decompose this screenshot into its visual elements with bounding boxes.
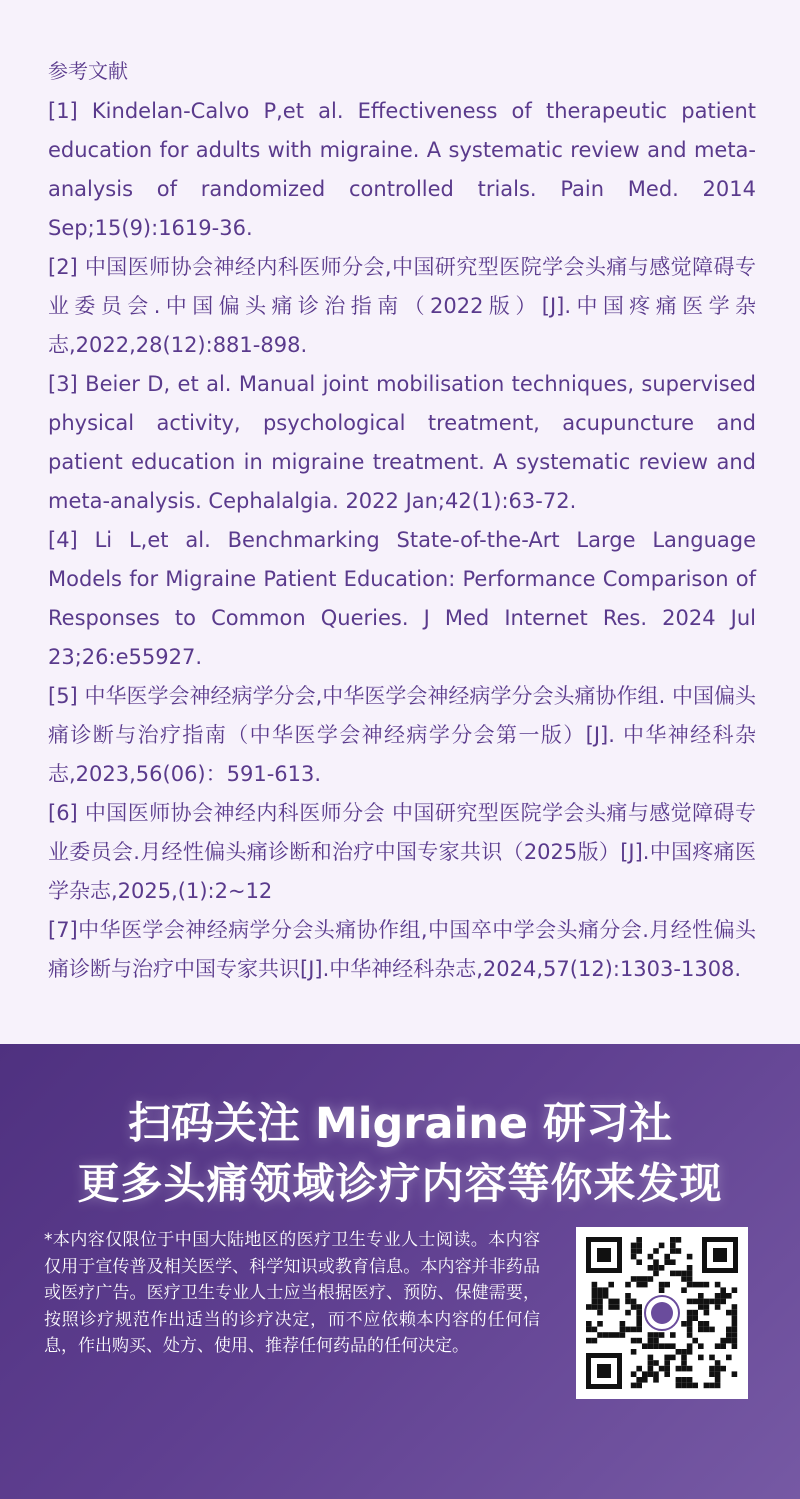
promo-banner <box>0 1044 800 1499</box>
qr-module <box>648 1254 654 1260</box>
qr-module <box>681 1271 687 1277</box>
qr-module <box>720 1299 726 1305</box>
qr-module <box>692 1299 698 1305</box>
qr-module <box>664 1254 670 1260</box>
qr-module <box>692 1282 698 1288</box>
qr-module <box>597 1299 603 1305</box>
qr-module <box>709 1355 715 1361</box>
qr-module <box>659 1332 665 1338</box>
qr-code-graphic <box>586 1237 738 1389</box>
qr-module <box>625 1310 631 1316</box>
qr-module <box>642 1276 648 1282</box>
qr-module <box>648 1366 654 1372</box>
qr-module <box>726 1338 732 1344</box>
qr-module <box>625 1299 631 1305</box>
qr-module <box>726 1310 732 1316</box>
qr-module <box>681 1355 687 1361</box>
qr-module <box>676 1366 682 1372</box>
qr-module <box>664 1371 670 1377</box>
qr-module <box>687 1349 693 1355</box>
qr-module <box>687 1343 693 1349</box>
qr-module <box>592 1338 598 1344</box>
qr-module <box>592 1287 598 1293</box>
qr-module <box>648 1343 654 1349</box>
qr-module <box>586 1321 592 1327</box>
qr-module <box>704 1327 710 1333</box>
qr-module <box>653 1377 659 1383</box>
qr-module <box>625 1293 631 1299</box>
qr-module <box>597 1293 603 1299</box>
qr-module <box>726 1327 732 1333</box>
qr-module <box>608 1304 614 1310</box>
qr-module <box>704 1321 710 1327</box>
qr-module <box>648 1276 654 1282</box>
qr-module <box>603 1287 609 1293</box>
qr-module <box>614 1332 620 1338</box>
qr-module <box>715 1377 721 1383</box>
qr-module <box>625 1327 631 1333</box>
qr-module <box>670 1259 676 1265</box>
qr-module <box>636 1282 642 1288</box>
qr-module <box>715 1293 721 1299</box>
qr-module <box>614 1299 620 1305</box>
qr-module <box>592 1293 598 1299</box>
qr-module <box>698 1299 704 1305</box>
qr-module <box>653 1248 659 1254</box>
qr-module <box>676 1349 682 1355</box>
qr-module <box>642 1282 648 1288</box>
qr-module <box>670 1243 676 1249</box>
qr-module <box>676 1383 682 1389</box>
qr-module <box>653 1360 659 1366</box>
qr-module <box>636 1276 642 1282</box>
qr-module <box>592 1299 598 1305</box>
reference-item-1: [1] Kindelan-Calvo P,et al. Effectiveness of therapeutic patient education for adults with migraine. A systematic review and meta-analysis of randomized controlled trials. Pain Med. 2014 Sep;15(9):1619-36. <box>48 99 756 240</box>
qr-module <box>648 1371 654 1377</box>
qr-module <box>642 1377 648 1383</box>
reference-item-6: [6] 中国医师协会神经内科医师分会 中国研究型医院学会头痛与感觉障碍专业委员会.月经性偏头痛诊断和治疗中国专家共识（2025版）[J].中国疼痛医学杂志,2025,(1):2~12 <box>48 801 756 903</box>
qr-module <box>631 1327 637 1333</box>
reference-item-3: [3] Beier D, et al. Manual joint mobilisation techniques, supervised physical activity, psychological treatment, acupuncture and patient education in migraine treatment. A systematic review and meta-analysis. Cephalalgia. 2022 Jan;42(1):63-72. <box>48 372 756 513</box>
qr-module <box>709 1366 715 1372</box>
qr-module <box>698 1293 704 1299</box>
qr-module <box>698 1321 704 1327</box>
qr-module <box>636 1321 642 1327</box>
qr-module <box>715 1383 721 1389</box>
qr-module <box>709 1327 715 1333</box>
reference-item-2: [2] 中国医师协会神经内科医师分会,中国研究型医院学会头痛与感觉障碍专业委员会.中国偏头痛诊治指南（2022版）[J].中国疼痛医学杂志,2022,28(12):881-898. <box>48 255 756 357</box>
qr-module <box>709 1383 715 1389</box>
references-heading: 参考文献 <box>48 59 128 83</box>
qr-module <box>687 1310 693 1316</box>
qr-module <box>648 1332 654 1338</box>
qr-module <box>732 1371 738 1377</box>
qr-module <box>631 1276 637 1282</box>
qr-module <box>648 1338 654 1344</box>
qr-module <box>659 1343 665 1349</box>
qr-module <box>676 1237 682 1243</box>
qr-module <box>687 1321 693 1327</box>
references-list <box>48 92 756 989</box>
qr-module <box>732 1327 738 1333</box>
qr-module <box>664 1259 670 1265</box>
qr-module <box>636 1383 642 1389</box>
qr-module <box>726 1293 732 1299</box>
qr-module <box>704 1310 710 1316</box>
qr-module <box>670 1332 676 1338</box>
qr-module <box>653 1371 659 1377</box>
qr-module <box>698 1304 704 1310</box>
qr-module <box>597 1332 603 1338</box>
qr-module <box>704 1282 710 1288</box>
qr-module <box>653 1343 659 1349</box>
qr-module <box>597 1304 603 1310</box>
qr-module <box>732 1332 738 1338</box>
qr-module <box>681 1349 687 1355</box>
qr-module <box>715 1371 721 1377</box>
qr-module <box>608 1299 614 1305</box>
qr-module <box>614 1304 620 1310</box>
qr-module <box>681 1377 687 1383</box>
qr-module <box>659 1366 665 1372</box>
qr-module <box>732 1287 738 1293</box>
qr-module <box>676 1271 682 1277</box>
qr-module <box>603 1332 609 1338</box>
qr-module <box>720 1343 726 1349</box>
qr-module <box>732 1338 738 1344</box>
qr-module <box>664 1366 670 1372</box>
qr-module <box>670 1343 676 1349</box>
qr-module <box>715 1282 721 1288</box>
qr-module <box>732 1310 738 1316</box>
qr-module <box>653 1265 659 1271</box>
qr-module <box>704 1304 710 1310</box>
qr-module <box>597 1287 603 1293</box>
qr-module <box>681 1383 687 1389</box>
qr-module <box>631 1338 637 1344</box>
reference-item-4: [4] Li L,et al. Benchmarking State-of-the-Art Large Language Models for Migraine Patient Education: Performance Comparison of Responses to Common Queries. J Med Internet Res. 2024 Jul 23;26:e55927. <box>48 528 756 669</box>
qr-module <box>709 1371 715 1377</box>
qr-module <box>659 1265 665 1271</box>
qr-module <box>687 1265 693 1271</box>
qr-module <box>608 1282 614 1288</box>
qr-module <box>625 1282 631 1288</box>
disclaimer-text: *本内容仅限位于中国大陆地区的医疗卫生专业人士阅读。本内容仅用于宣传普及相关医学、科学知识或教育信息。本内容并非药品或医疗广告。医疗卫生专业人士应当根据医疗、预防、保健需要，按照诊疗规范作出适当的诊疗决定，而不应依赖本内容的任何信息，作出购买、处方、使用、推荐任何药品的任何决定。 <box>44 1230 540 1356</box>
qr-module <box>636 1304 642 1310</box>
qr-module <box>608 1332 614 1338</box>
qr-module <box>636 1248 642 1254</box>
qr-module <box>681 1321 687 1327</box>
qr-module <box>631 1304 637 1310</box>
qr-code-icon[interactable] <box>576 1227 748 1399</box>
qr-module <box>676 1377 682 1383</box>
qr-module <box>726 1332 732 1338</box>
promo-subheadline: 更多头痛领域诊疗内容等你来发现 <box>77 1159 723 1208</box>
qr-module <box>715 1343 721 1349</box>
qr-module <box>653 1338 659 1344</box>
qr-module <box>620 1321 626 1327</box>
qr-module <box>676 1248 682 1254</box>
qr-module <box>681 1360 687 1366</box>
qr-module <box>636 1259 642 1265</box>
qr-module <box>636 1237 642 1243</box>
qr-module <box>631 1349 637 1355</box>
qr-module <box>664 1282 670 1288</box>
qr-module <box>636 1377 642 1383</box>
qr-module <box>698 1282 704 1288</box>
qr-module <box>692 1338 698 1344</box>
qr-module <box>687 1254 693 1260</box>
qr-module <box>692 1383 698 1389</box>
qr-module <box>687 1332 693 1338</box>
reference-item-5: [5] 中华医学会神经病学分会,中华医学会神经病学分会头痛协作组. 中国偏头痛诊断与治疗指南（中华医学会神经病学分会第一版）[J]. 中华神经科杂志,2023,56(06)：591-613. <box>48 684 756 786</box>
qr-module <box>659 1287 665 1293</box>
reference-item-7: [7]中华医学会神经病学分会头痛协作组,中国卒中学会头痛分会.月经性偏头痛诊断与治疗中国专家共识[J].中华神经科杂志,2024,57(12):1303-1308. <box>48 918 756 981</box>
qr-module <box>620 1332 626 1338</box>
qr-module <box>659 1243 665 1249</box>
qr-module <box>631 1299 637 1305</box>
qr-module <box>720 1366 726 1372</box>
qr-module <box>642 1343 648 1349</box>
qr-module <box>597 1321 603 1327</box>
qr-module <box>692 1310 698 1316</box>
qr-module <box>692 1315 698 1321</box>
promo-headline: 扫码关注 Migraine 研习社 <box>128 1099 672 1149</box>
qr-module <box>653 1271 659 1277</box>
qr-module <box>664 1360 670 1366</box>
qr-module <box>715 1360 721 1366</box>
qr-module <box>687 1366 693 1372</box>
qr-module <box>653 1259 659 1265</box>
qr-module <box>687 1377 693 1383</box>
qr-module <box>698 1327 704 1333</box>
qr-module <box>631 1248 637 1254</box>
qr-module <box>592 1327 598 1333</box>
qr-module <box>592 1304 598 1310</box>
qr-module <box>670 1355 676 1361</box>
qr-module <box>631 1254 637 1260</box>
qr-module <box>670 1237 676 1243</box>
qr-module <box>648 1265 654 1271</box>
qr-module <box>715 1366 721 1372</box>
qr-module <box>631 1383 637 1389</box>
qr-module <box>636 1327 642 1333</box>
qr-module <box>732 1321 738 1327</box>
qr-module <box>715 1299 721 1305</box>
qr-module <box>664 1355 670 1361</box>
qr-module <box>709 1299 715 1305</box>
qr-module <box>603 1293 609 1299</box>
qr-module <box>720 1287 726 1293</box>
qr-module <box>720 1338 726 1344</box>
qr-module <box>586 1304 592 1310</box>
qr-module <box>732 1343 738 1349</box>
qr-module <box>681 1366 687 1372</box>
qr-module <box>620 1327 626 1333</box>
qr-module <box>681 1287 687 1293</box>
qr-module <box>636 1338 642 1344</box>
qr-module <box>687 1315 693 1321</box>
qr-module <box>698 1355 704 1361</box>
qr-module <box>636 1243 642 1249</box>
qr-module <box>687 1282 693 1288</box>
qr-module <box>597 1310 603 1316</box>
qr-module <box>726 1355 732 1361</box>
qr-module <box>631 1371 637 1377</box>
qr-module <box>732 1304 738 1310</box>
qr-module <box>687 1276 693 1282</box>
qr-module <box>681 1276 687 1282</box>
qr-module <box>664 1343 670 1349</box>
qr-module <box>659 1282 665 1288</box>
qr-module <box>592 1282 598 1288</box>
qr-module <box>653 1332 659 1338</box>
qr-module <box>732 1315 738 1321</box>
qr-module <box>698 1343 704 1349</box>
qr-module <box>648 1355 654 1361</box>
qr-module <box>670 1271 676 1277</box>
qr-module <box>687 1299 693 1305</box>
qr-module <box>704 1299 710 1305</box>
qr-module <box>687 1271 693 1277</box>
qr-module <box>642 1371 648 1377</box>
qr-module <box>586 1338 592 1344</box>
qr-module <box>648 1360 654 1366</box>
qr-module <box>704 1383 710 1389</box>
qr-module <box>636 1315 642 1321</box>
qr-module <box>670 1248 676 1254</box>
qr-module <box>636 1366 642 1372</box>
qr-module <box>636 1310 642 1316</box>
qr-module <box>687 1327 693 1333</box>
qr-module <box>631 1243 637 1249</box>
qr-module <box>715 1304 721 1310</box>
qr-module <box>586 1327 592 1333</box>
qr-module <box>720 1293 726 1299</box>
qr-module <box>687 1383 693 1389</box>
